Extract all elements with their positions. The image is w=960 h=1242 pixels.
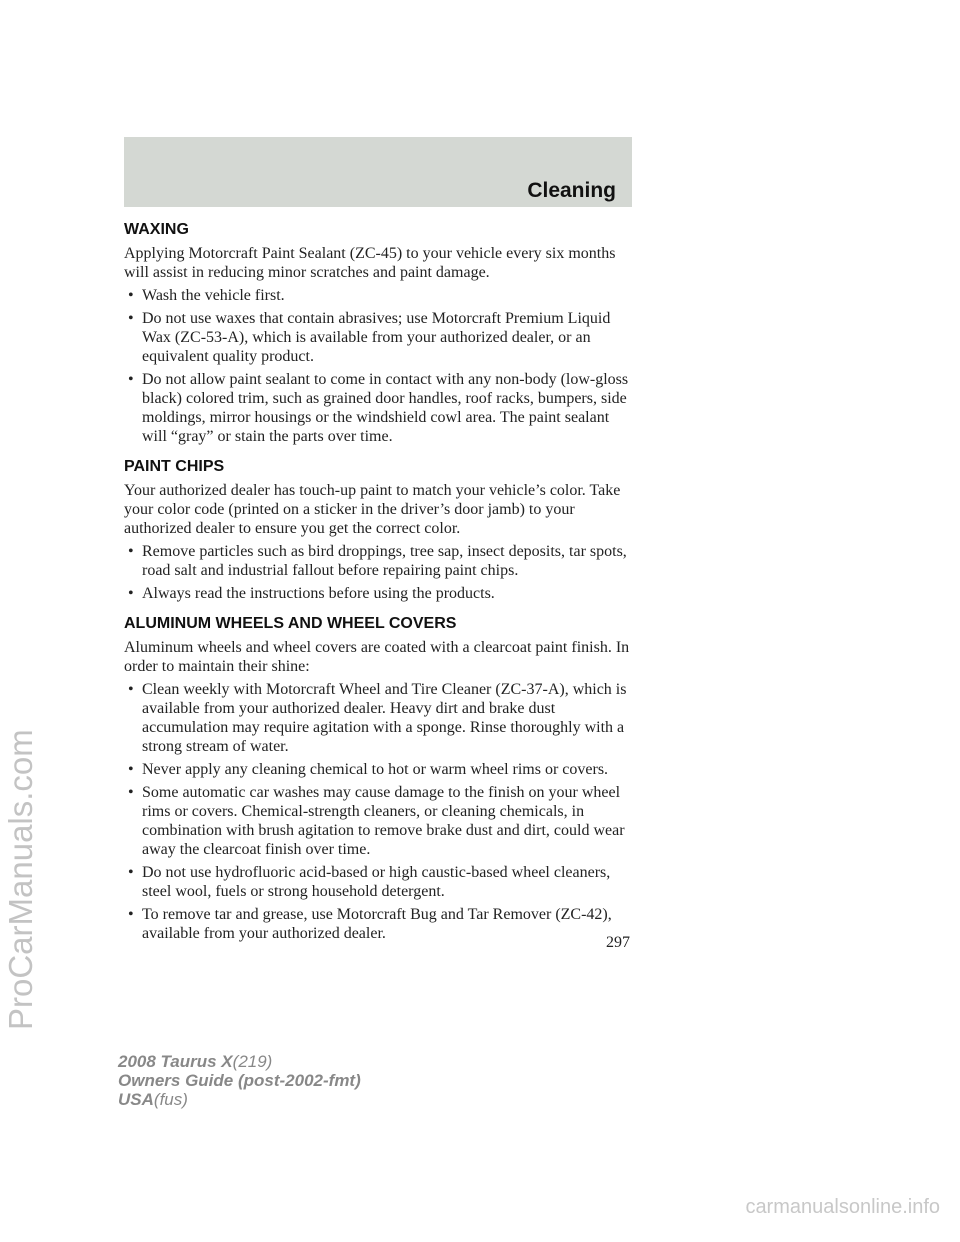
section-aluminum-wheels [124,615,632,943]
section-title: Cleaning [527,179,616,202]
section-intro: Applying Motorcraft Paint Sealant (ZC-45) to your vehicle every six months will assist in reducing minor scratches and paint damage. [124,245,616,281]
bullet-icon: • [128,864,134,881]
list-item: • Never apply any cleaning chemical to hot or warm wheel rims or covers. [128,761,609,778]
list-item: • Remove particles such as bird droppings, tree sap, insect deposits, tar spots, road salt and industrial fallout before repairing paint chips. [128,543,627,579]
bottom-watermark: carmanualsonline.info [745,1196,940,1218]
document-footer [118,1052,361,1109]
section-waxing [124,221,632,446]
bullet-icon: • [128,287,134,304]
bullet-icon: • [128,761,134,778]
list-item: • Clean weekly with Motorcraft Wheel and Tire Cleaner (ZC-37-A), which is available from your authorized dealer. Heavy dirt and brake dust accumulation may require agitation with a sponge. Rinse thoroughly with a strong stream of water. [128,681,627,755]
list-item: • Wash the vehicle first. [128,287,285,304]
bullet-icon: • [128,681,134,698]
bullet-icon: • [128,310,134,327]
list-item: • Do not use hydrofluoric acid-based or high caustic-based wheel cleaners, steel wool, fuels or strong household detergent. [128,864,611,900]
bullet-icon: • [128,371,134,388]
section-heading: WAXING [124,221,189,238]
section-paint-chips [124,458,632,603]
bullet-list [124,542,632,603]
footer-line-model: 2008 Taurus X(219) [118,1052,273,1071]
section-intro: Aluminum wheels and wheel covers are coated with a clearcoat paint finish. In order to maintain their shine: [124,639,630,675]
list-item: • Always read the instructions before using the products. [128,585,495,602]
section-header-band [124,137,632,207]
bullet-list [124,680,632,943]
bullet-icon: • [128,543,134,560]
footer-line-guide: Owners Guide (post-2002-fmt) [118,1071,361,1090]
list-item: • To remove tar and grease, use Motorcraft Bug and Tar Remover (ZC-42), available from your authorized dealer. [128,906,612,942]
bullet-list [124,286,632,446]
bullet-icon: • [128,784,134,801]
list-item: • Some automatic car washes may cause damage to the finish on your wheel rims or covers. Chemical-strength cleaners, or cleaning chemicals, in combination with brush agitation to remove brake dust and dirt, could wear away the clearcoat finish over time. [128,784,625,858]
side-watermark: ProCarManuals.com [2,729,39,1030]
section-intro: Your authorized dealer has touch-up paint to match your vehicle’s color. Take your color code (printed on a sticker in the driver’s door jamb) to your authorized dealer to ensure you get the correct color. [124,482,621,537]
page-content [124,221,632,955]
section-heading: ALUMINUM WHEELS AND WHEEL COVERS [124,615,457,632]
bullet-icon: • [128,906,134,923]
list-item: • Do not use waxes that contain abrasives; use Motorcraft Premium Liquid Wax (ZC-53-A), which is available from your authorized dealer, or an equivalent quality product. [128,310,611,365]
section-heading: PAINT CHIPS [124,458,225,475]
bullet-icon: • [128,585,134,602]
list-item: • Do not allow paint sealant to come in contact with any non-body (low-gloss black) colored trim, such as grained door handles, roof racks, bumpers, side moldings, mirror housings or the windshield cowl area. The paint sealant will “gray” or stain the parts over time. [128,371,629,445]
footer-line-market: USA(fus) [118,1090,188,1109]
page-number: 297 [606,934,630,951]
